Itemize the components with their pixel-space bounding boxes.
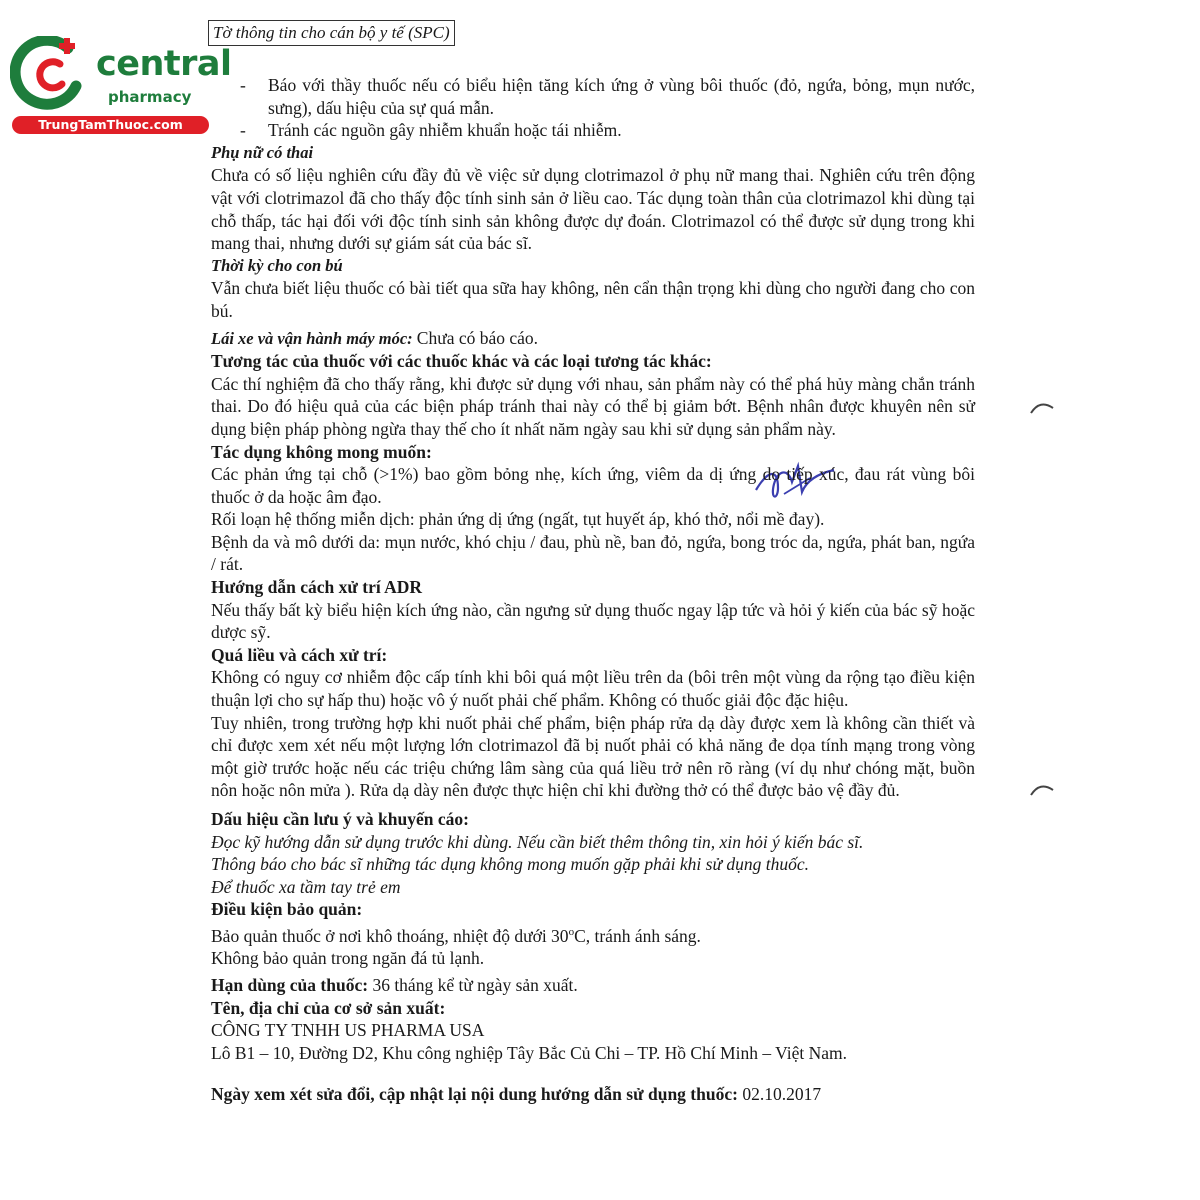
section-text: Nếu thấy bất kỳ biểu hiện kích ứng nào, cần ngưng sử dụng thuốc ngay lập tức và hỏi ý kiến của bác sỹ hoặc dược sỹ. — [211, 599, 975, 643]
bullet-item: - Báo với thầy thuốc nếu có biểu hiện tăng kích ứng ở vùng bôi thuốc (đỏ, ngứa, bỏng, mụn nước, sưng), dấu hiệu của sự quá mẫn. — [240, 75, 975, 118]
central-pharmacy-logo — [10, 36, 232, 136]
manufacturer-name: CÔNG TY TNHH US PHARMA USA — [211, 1020, 485, 1041]
storage-text: C, tránh ánh sáng. — [574, 925, 701, 946]
section-text: Chưa có báo cáo. — [416, 327, 539, 348]
bullet-item: - Tránh các nguồn gây nhiễm khuẩn hoặc tái nhiễm. — [240, 120, 622, 141]
section-text: Các phản ứng tại chỗ (>1%) bao gồm bỏng nhẹ, kích ứng, viêm da dị ứng do tiếp xúc, đau rát vùng bôi thuốc ở da hoặc âm đạo. — [211, 464, 975, 507]
section-heading: Hướng dẫn cách xử trí ADR — [211, 577, 423, 598]
section-text: Các thí nghiệm đã cho thấy rằng, khi được sử dụng với nhau, sản phẩm này có thể phá hủy màng chắn tránh thai. Do đó hiệu quả của các biện pháp tránh thai này có thể bị giảm bớt. Bệnh nhân được khuyên nên sử dụng biện pháp phòng ngừa thay thế cho ít nhất năm ngày sau khi sử dụng sản phẩm này. — [211, 373, 975, 439]
section-text: 36 tháng kể từ ngày sản xuất. — [372, 974, 578, 995]
logo-mark-icon — [10, 36, 90, 116]
section-text: Tuy nhiên, trong trường hợp khi nuốt phải chế phẩm, biện pháp rửa dạ dày được xem là không cần thiết và chỉ được xem xét nếu một lượng lớn clotrimazol đã bị nuốt phải có khả năng đe dọa tính mạng trong vòng một giờ trước hoặc nếu các triệu chứng lâm sàng của quá liều trở nên rõ ràng (ví dụ như chóng mặt, buồn nôn hoặc nôn mửa ). Rửa dạ dày nên được thực hiện chỉ khi đường thở có thể được bảo vệ đầy đủ. — [211, 712, 975, 801]
section-heading: Điều kiện bảo quản: — [211, 899, 363, 920]
section-heading: Dấu hiệu cần lưu ý và khuyến cáo: — [211, 809, 469, 829]
bullet-text: Báo với thầy thuốc nếu có biểu hiện tăng kích ứng ở vùng bôi thuốc (đỏ, ngứa, bỏng, mụn nước, sưng), dấu hiệu của sự quá mẫn. — [268, 75, 975, 118]
scan-mark-icon — [1028, 778, 1056, 798]
storage-text: Bảo quản thuốc ở nơi khô thoáng, nhiệt độ dưới 30 — [211, 925, 569, 946]
section-heading: Lái xe và vận hành máy móc — [211, 328, 408, 348]
revision-date: 02.10.2017 — [742, 1084, 822, 1105]
section-text: Bệnh da và mô dưới da: mụn nước, khó chịu / đau, phù nề, ban đỏ, ngứa, bong tróc da, ngứa, phát ban, ngứa / rát. — [211, 531, 975, 575]
revision-label: Ngày xem xét sửa đổi, cập nhật lại nội dung hướng dẫn sử dụng thuốc: — [211, 1084, 738, 1105]
section-text: Không có nguy cơ nhiễm độc cấp tính khi bôi quá một liều trên da (bôi trên một vùng da rộng tạo điều kiện thuận lợi cho sự hấp thu) hoặc vô ý nuốt phải chế phẩm. Không có thuốc giải độc đặc hiệu. — [211, 667, 975, 711]
revision-line — [211, 1083, 975, 1106]
document-body — [211, 74, 975, 1106]
manufacturer-address: Lô B1 – 10, Đường D2, Khu công nghiệp Tây Bắc Củ Chi – TP. Hồ Chí Minh – Việt Nam. — [211, 1042, 848, 1063]
section-heading: Tác dụng không mong muốn: — [211, 441, 432, 462]
section-heading: Phụ nữ có thai — [211, 142, 314, 162]
section-text: Chưa có số liệu nghiên cứu đầy đủ về việc sử dụng clotrimazol ở phụ nữ mang thai. Nghiên cứu trên động vật với clotrimazol đã cho thấy độc tính sinh sản ở liều cao. Tác dụng toàn thân của clotrimazol khi dùng tại chỗ thấp, tác hại đối với độc tính sinh sản không được dự đoán. Clotrimazol có thể được sử dụng trong khi mang thai, nhưng dưới sự giám sát của bác sĩ. — [211, 165, 975, 254]
section-heading: Thời kỳ cho con bú — [211, 255, 343, 275]
section-heading: Tương tác của thuốc với các thuốc khác và các loại tương tác khác: — [211, 351, 712, 372]
logo-subtitle: pharmacy — [108, 88, 192, 106]
document-header — [208, 20, 455, 46]
shelf-life-line — [211, 974, 975, 997]
logo-url-banner: TrungTamThuoc.com — [12, 116, 209, 134]
storage-line — [211, 921, 975, 947]
logo-wordmark: central — [96, 44, 232, 84]
scan-mark-icon — [1028, 396, 1056, 416]
degree-sup: o — [568, 925, 575, 938]
driving-line: Lái xe và vận hành máy móc: Chưa có báo cáo. — [211, 327, 539, 348]
warning-line: Đọc kỹ hướng dẫn sử dụng trước khi dùng. Nếu cần biết thêm thông tin, xin hỏi ý kiến bác sĩ. — [211, 831, 864, 852]
section-text: Vẫn chưa biết liệu thuốc có bài tiết qua sữa hay không, nên cẩn thận trọng khi dùng cho người đang cho con bú. — [211, 278, 975, 321]
section-heading: Quá liều và cách xử trí: — [211, 644, 388, 665]
storage-line: Không bảo quản trong ngăn đá tủ lạnh. — [211, 948, 485, 969]
section-heading: Tên, địa chỉ của cơ sở sản xuất: — [211, 997, 446, 1018]
bullet-text: Tránh các nguồn gây nhiễm khuẩn hoặc tái nhiễm. — [268, 120, 622, 141]
header-title: Tờ thông tin cho cán bộ y tế (SPC) — [213, 23, 450, 42]
warning-line: Thông báo cho bác sĩ những tác dụng không mong muốn gặp phải khi sử dụng thuốc. — [211, 854, 810, 875]
warning-line: Để thuốc xa tầm tay trẻ em — [211, 876, 401, 897]
section-heading: Hạn dùng của thuốc: — [211, 974, 369, 995]
section-text: Rối loạn hệ thống miễn dịch: phản ứng dị ứng (ngất, tụt huyết áp, khó thở, nổi mề đay). — [211, 509, 825, 530]
